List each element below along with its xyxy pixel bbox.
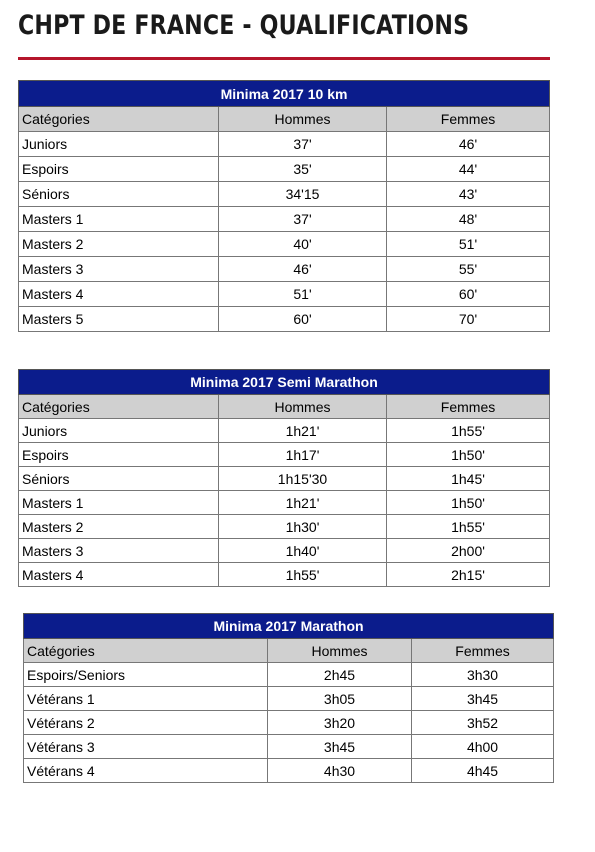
- column-header-hommes: Hommes: [219, 107, 387, 132]
- table-10km: [18, 80, 550, 332]
- column-header-femmes: Femmes: [387, 107, 550, 132]
- category-cell: Masters 2: [19, 515, 219, 539]
- page-title: CHPT DE FRANCE - QUALIFICATIONS: [18, 10, 470, 41]
- table-caption: Minima 2017 10 km: [19, 81, 550, 107]
- hommes-cell: 46': [219, 257, 387, 282]
- category-cell: Masters 1: [19, 491, 219, 515]
- hommes-cell: 35': [219, 157, 387, 182]
- femmes-cell: 1h55': [387, 419, 550, 443]
- hommes-cell: 4h30: [268, 759, 412, 783]
- category-cell: Séniors: [19, 467, 219, 491]
- column-header-femmes: Femmes: [387, 395, 550, 419]
- column-header-categories: Catégories: [19, 107, 219, 132]
- column-header-hommes: Hommes: [219, 395, 387, 419]
- table-row: [19, 491, 550, 515]
- category-cell: Vétérans 1: [24, 687, 268, 711]
- femmes-cell: 55': [387, 257, 550, 282]
- hommes-cell: 3h20: [268, 711, 412, 735]
- table-row: [24, 687, 554, 711]
- table-row: [24, 711, 554, 735]
- femmes-cell: 4h00: [412, 735, 554, 759]
- column-header-categories: Catégories: [19, 395, 219, 419]
- hommes-cell: 1h17': [219, 443, 387, 467]
- category-cell: Vétérans 3: [24, 735, 268, 759]
- hommes-cell: 1h21': [219, 491, 387, 515]
- category-cell: Espoirs/Seniors: [24, 663, 268, 687]
- table-row: [19, 132, 550, 157]
- femmes-cell: 46': [387, 132, 550, 157]
- table-row: [19, 563, 550, 587]
- hommes-cell: 51': [219, 282, 387, 307]
- title-divider: [18, 57, 550, 60]
- hommes-cell: 1h40': [219, 539, 387, 563]
- femmes-cell: 43': [387, 182, 550, 207]
- table-row: [24, 759, 554, 783]
- table-row: [24, 735, 554, 759]
- category-cell: Vétérans 4: [24, 759, 268, 783]
- category-cell: Masters 3: [19, 257, 219, 282]
- hommes-cell: 1h21': [219, 419, 387, 443]
- table-row: [19, 443, 550, 467]
- femmes-cell: 2h00': [387, 539, 550, 563]
- header-row: [24, 639, 554, 663]
- table-semi-marathon: [18, 369, 550, 587]
- column-header-hommes: Hommes: [268, 639, 412, 663]
- table-row: [19, 467, 550, 491]
- table-marathon: [23, 613, 554, 783]
- table-row: [19, 182, 550, 207]
- category-cell: Espoirs: [19, 157, 219, 182]
- femmes-cell: 70': [387, 307, 550, 332]
- column-header-femmes: Femmes: [412, 639, 554, 663]
- femmes-cell: 44': [387, 157, 550, 182]
- category-cell: Juniors: [19, 419, 219, 443]
- table-row: [19, 257, 550, 282]
- femmes-cell: 51': [387, 232, 550, 257]
- table-row: [19, 515, 550, 539]
- femmes-cell: 1h50': [387, 491, 550, 515]
- femmes-cell: 1h55': [387, 515, 550, 539]
- hommes-cell: 34'15: [219, 182, 387, 207]
- category-cell: Masters 5: [19, 307, 219, 332]
- hommes-cell: 2h45: [268, 663, 412, 687]
- category-cell: Juniors: [19, 132, 219, 157]
- category-cell: Séniors: [19, 182, 219, 207]
- femmes-cell: 1h45': [387, 467, 550, 491]
- femmes-cell: 2h15': [387, 563, 550, 587]
- table-row: [19, 419, 550, 443]
- table-row: [24, 663, 554, 687]
- column-header-categories: Catégories: [24, 639, 268, 663]
- header-row: [19, 107, 550, 132]
- hommes-cell: 1h55': [219, 563, 387, 587]
- category-cell: Masters 4: [19, 563, 219, 587]
- table-row: [19, 207, 550, 232]
- hommes-cell: 3h45: [268, 735, 412, 759]
- table-row: [19, 232, 550, 257]
- table-caption: Minima 2017 Marathon: [24, 614, 554, 639]
- table-row: [19, 539, 550, 563]
- hommes-cell: 3h05: [268, 687, 412, 711]
- femmes-cell: 3h30: [412, 663, 554, 687]
- category-cell: Masters 4: [19, 282, 219, 307]
- femmes-cell: 60': [387, 282, 550, 307]
- table-row: [19, 282, 550, 307]
- header-row: [19, 395, 550, 419]
- category-cell: Masters 2: [19, 232, 219, 257]
- femmes-cell: 3h45: [412, 687, 554, 711]
- hommes-cell: 1h30': [219, 515, 387, 539]
- hommes-cell: 37': [219, 132, 387, 157]
- hommes-cell: 60': [219, 307, 387, 332]
- category-cell: Espoirs: [19, 443, 219, 467]
- table-caption: Minima 2017 Semi Marathon: [19, 370, 550, 395]
- table-row: [19, 157, 550, 182]
- category-cell: Masters 3: [19, 539, 219, 563]
- category-cell: Vétérans 2: [24, 711, 268, 735]
- hommes-cell: 1h15'30: [219, 467, 387, 491]
- femmes-cell: 1h50': [387, 443, 550, 467]
- category-cell: Masters 1: [19, 207, 219, 232]
- table-row: [19, 307, 550, 332]
- femmes-cell: 4h45: [412, 759, 554, 783]
- hommes-cell: 40': [219, 232, 387, 257]
- femmes-cell: 3h52: [412, 711, 554, 735]
- femmes-cell: 48': [387, 207, 550, 232]
- hommes-cell: 37': [219, 207, 387, 232]
